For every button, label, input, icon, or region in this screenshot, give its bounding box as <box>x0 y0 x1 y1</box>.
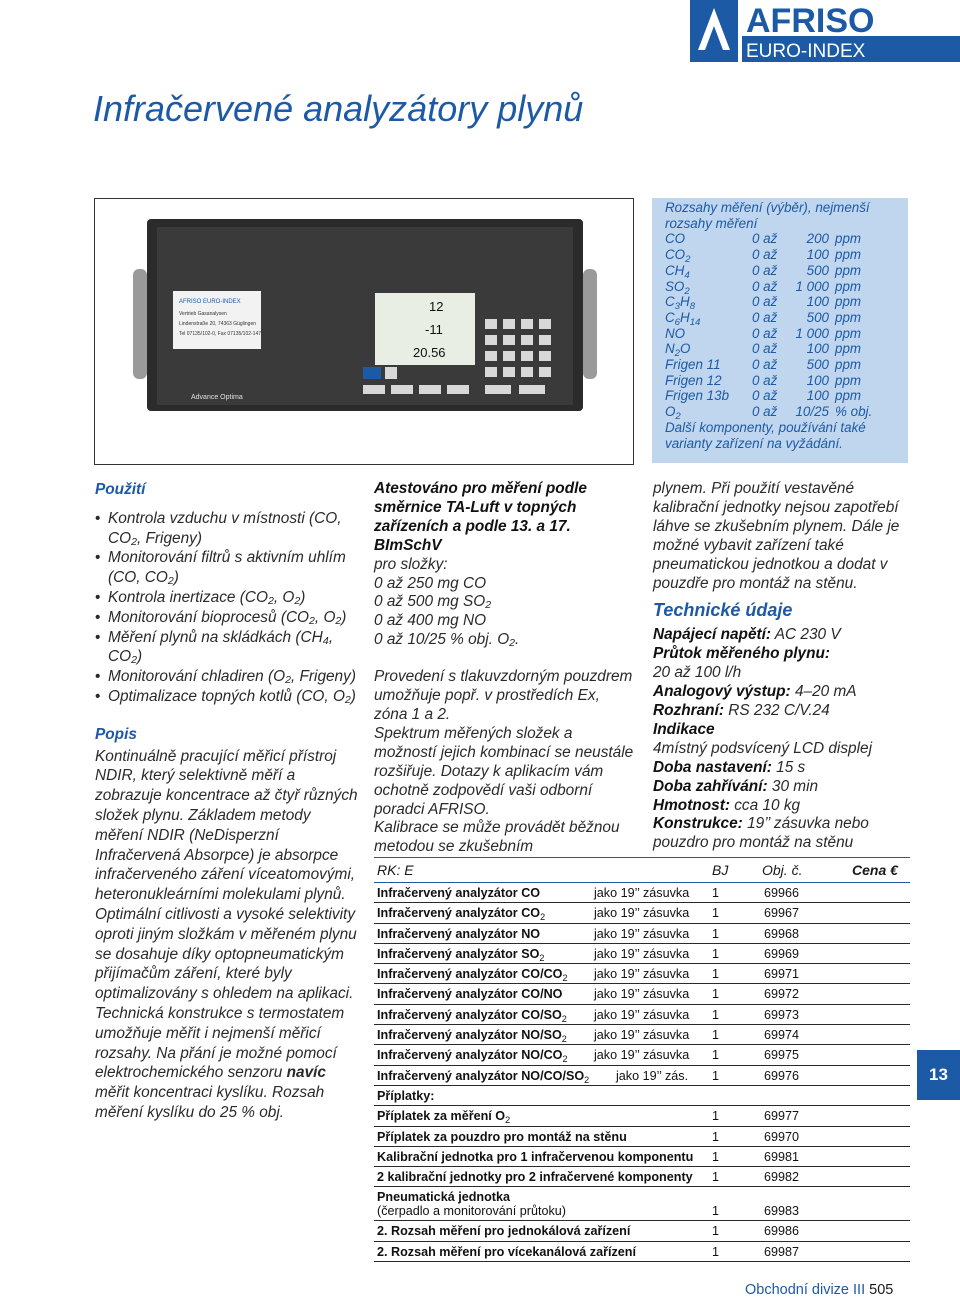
description-heading: Popis <box>95 725 137 743</box>
usage-description-column <box>95 480 360 1123</box>
spec-row: Hmotnost: cca 10 kg <box>653 796 801 814</box>
order-table-header: RK: E BJ Obj. č. Cena € <box>374 857 910 883</box>
list-item: • Monitorování bioprocesů (CO₂, O₂) <box>95 608 360 628</box>
spec-row: Doba zahřívání: 30 min <box>653 777 819 795</box>
calibration-text: Kalibrace se může provádět běžnou metodou se zkušebním <box>374 819 620 856</box>
svg-text:Tel 07135/102-0, Fax 07135/102: Tel 07135/102-0, Fax 07135/102-147 <box>179 331 262 337</box>
spec-row: Indikace <box>653 720 715 738</box>
table-row: Příplatek za pouzdro pro montáž na stěnu 1 69970 <box>374 1127 910 1147</box>
calibration-continued-text: plynem. Při použití vestavěné kalibrační jednotky nejsou zapotřebí láhve se zkušebním plynem. Dále je možné vybavit zařízení také pneumatickou jednotkou a dodat v pouzdře pro montáž na stěnu. <box>653 480 900 592</box>
table-row: Příplatek za měření $O_2$ 1 69977 <box>374 1106 910 1126</box>
list-item: • Monitorování chladiren (O₂, Frigeny) <box>95 667 360 687</box>
component-limit: 0 až 400 mg NO <box>374 612 487 630</box>
description-text-1: Kontinuálně pracující měřicí přístroj NDIR, který selektivně měří a zobrazuje koncentrace až čtyř různých složek plynu. Základem metody měření NDIR (NeDisperzní Infračervená Absorpce) je absorpce infračerveného záření víceatomovými, heteronukleárními molekulami plynů. <box>95 747 358 904</box>
svg-text:Lindenstraße 20, 74363 Gügling: Lindenstraße 20, 74363 Güglingen <box>179 321 257 327</box>
components-label: pro složky: <box>374 555 448 573</box>
spec-row: Průtok měřeného plynu: <box>653 645 831 663</box>
table-row: Infračervený analyzátor $NO/CO/SO_2$ jako 19’’ zás. 1 69976 <box>374 1066 910 1086</box>
range-row: Frigen 13b 0 až 100 ppm <box>665 388 862 404</box>
certification-column <box>374 480 634 857</box>
spec-row: Konstrukce: 19’’ zásuvka nebo <box>653 815 869 833</box>
spec-row: Rozhraní: RS 232 C/V.24 <box>653 701 830 719</box>
footer: Obchodní divize III 505 <box>745 1282 894 1298</box>
table-row: Kalibrační jednotka pro 1 infračervenou komponentu 1 69981 <box>374 1147 910 1167</box>
plate-brand: AFRISO EURO-INDEX <box>179 299 241 305</box>
table-row: Infračervený analyzátor $CO/SO_2$ jako 19’’ zásuvka 1 69973 <box>374 1005 910 1025</box>
ranges-heading: Rozsahy měření (výběr), nejmenší rozsahy měření <box>665 200 870 231</box>
reading-2: -11 <box>425 322 443 337</box>
page-title: Infračervené analyzátory plynů <box>93 88 584 129</box>
range-row: CO 0 až 200 ppm <box>665 231 862 247</box>
device-photo <box>94 198 634 465</box>
order-table <box>374 857 910 1262</box>
table-row: Infračervený analyzátor $SO_2$ jako 19’’ zásuvka 1 69969 <box>374 944 910 964</box>
range-row: NO 0 až 1 000 ppm <box>665 325 862 341</box>
table-row: Infračervený analyzátor $CO_2$ jako 19’’ zásuvka 1 69967 <box>374 903 910 923</box>
spec-row: Doba nastavení: 15 s <box>653 758 806 776</box>
list-item: • Kontrola inertizace (CO₂, O₂) <box>95 588 360 608</box>
table-row: Infračervený analyzátor NO jako 19’’ zásuvka 1 69968 <box>374 924 910 944</box>
reading-3: 20.56 <box>413 345 446 360</box>
usage-list <box>95 509 360 707</box>
spec-row: 4místný podsvícený LCD displej <box>653 739 872 757</box>
spectrum-text: Spektrum měřených složek a možností jejich kombinací se neustále rozšiřuje. Dotazy k aplikacím vám ochotně zodpovědí vaši odborní poradci AFRISO. <box>374 724 634 818</box>
component-limit: 0 až 500 mg SO₂ <box>374 593 492 611</box>
table-row: 2. Rozsah měření pro jednokálová zařízení 1 69986 <box>374 1221 910 1241</box>
svg-text:EURO-INDEX: EURO-INDEX <box>746 41 866 62</box>
spec-row: 20 až 100 l/h <box>653 664 742 682</box>
list-item: • Kontrola vzduchu v místnosti (CO, CO₂, Frigeny) <box>95 509 360 549</box>
table-row: Infračervený analyzátor $NO/SO_2$ jako 19’’ zásuvka 1 69974 <box>374 1025 910 1045</box>
range-row: $C_3H_8$ 0 až 100 ppm <box>665 294 862 313</box>
table-row: 2. Rozsah měření pro vícekanálová zařízení 1 69987 <box>374 1242 910 1262</box>
list-item: • Optimalizace topných kotlů (CO, O₂) <box>95 687 360 707</box>
list-item: • Monitorování filtrů s aktivním uhlím (CO, CO₂) <box>95 548 360 588</box>
range-row: Frigen 11 0 až 500 ppm <box>665 357 862 373</box>
svg-text:AFRISO: AFRISO <box>746 2 875 40</box>
range-row: $O_2$ 0 až 10/25 % obj. <box>665 404 873 423</box>
description-text-2: Optimální citlivosti a vysoké selektivity oproti jiným složkám v měřeném plynu se dosahuje díky optopneumatickým přijímačům záření, které byly optimalizovány s ohledem na aplikaci. Technická konstrukce s termostatem umožňuje měřit i nejmenší měřicí rozsahy. Na přání je možné pomocí elektrochemického senzoru navíc měřit koncentraci kyslíku. Rozsah měření kyslíku do 25 % obj. <box>95 905 357 1121</box>
component-limit: 0 až 10/25 % obj. O₂. <box>374 631 520 649</box>
certification-text: Atestováno pro měření podle směrnice TA-Luft v topných zařízeních a podle 13. a 17. BImSchV <box>374 480 587 554</box>
range-row: $N_2O$ 0 až 100 ppm <box>665 341 862 360</box>
ex-version-text: Provedení s tlakuvzdorným pouzdrem umožňuje popř. v prostředích Ex, zóna 1 a 2. <box>374 668 633 723</box>
page-number: 505 <box>869 1282 894 1298</box>
measurement-ranges-box <box>652 198 908 463</box>
usage-heading: Použití <box>95 481 146 498</box>
svg-text:Vertrieb Gasanalysen: Vertrieb Gasanalysen <box>179 311 227 317</box>
section-tab: 13 <box>917 1050 960 1100</box>
table-row: Příplatky: <box>374 1086 910 1106</box>
range-row: $CO_2$ 0 až 100 ppm <box>665 247 862 266</box>
range-row: $C_6H_{14}$ 0 až 500 ppm <box>665 309 862 328</box>
list-item: • Měření plynů na skládkách (CH₄, CO₂) <box>95 628 360 668</box>
device-label: Advance Optima <box>191 394 243 401</box>
ranges-note: Další komponenty, používání také varianty zařízení na vyžádání. <box>665 419 866 451</box>
table-row: 2 kalibrační jednotky pro 2 infračervené komponenty 1 69982 <box>374 1167 910 1187</box>
range-row: Frigen 12 0 až 100 ppm <box>665 372 862 388</box>
technical-data-column <box>653 480 913 853</box>
spec-row: Analogový výstup: 4–20 mA <box>653 683 857 701</box>
table-row: Infračervený analyzátor $NO/CO_2$ jako 19’’ zásuvka 1 69975 <box>374 1045 910 1065</box>
technical-data-heading: Technické údaje <box>653 600 793 621</box>
table-row: Infračervený analyzátor CO jako 19’’ zásuvka 1 69966 <box>374 883 910 903</box>
afriso-logo <box>690 0 960 62</box>
table-row: Infračervený analyzátor $CO/CO_2$ jako 19’’ zásuvka 1 69971 <box>374 964 910 984</box>
spec-row: pouzdro pro montáž na stěnu <box>653 834 854 852</box>
range-row: $CH_4$ 0 až 500 ppm <box>665 262 862 281</box>
range-row: $SO_2$ 0 až 1 000 ppm <box>665 278 862 297</box>
spec-row: Napájecí napětí: AC 230 V <box>653 626 841 644</box>
table-row: Pneumatická jednotka (čerpadlo a monitorování průtoku) 1 69983 <box>374 1187 910 1221</box>
reading-1: 12 <box>429 299 444 314</box>
component-limit: 0 až 250 mg CO <box>374 574 487 592</box>
table-row: Infračervený analyzátor CO/NO jako 19’’ zásuvka 1 69972 <box>374 984 910 1004</box>
